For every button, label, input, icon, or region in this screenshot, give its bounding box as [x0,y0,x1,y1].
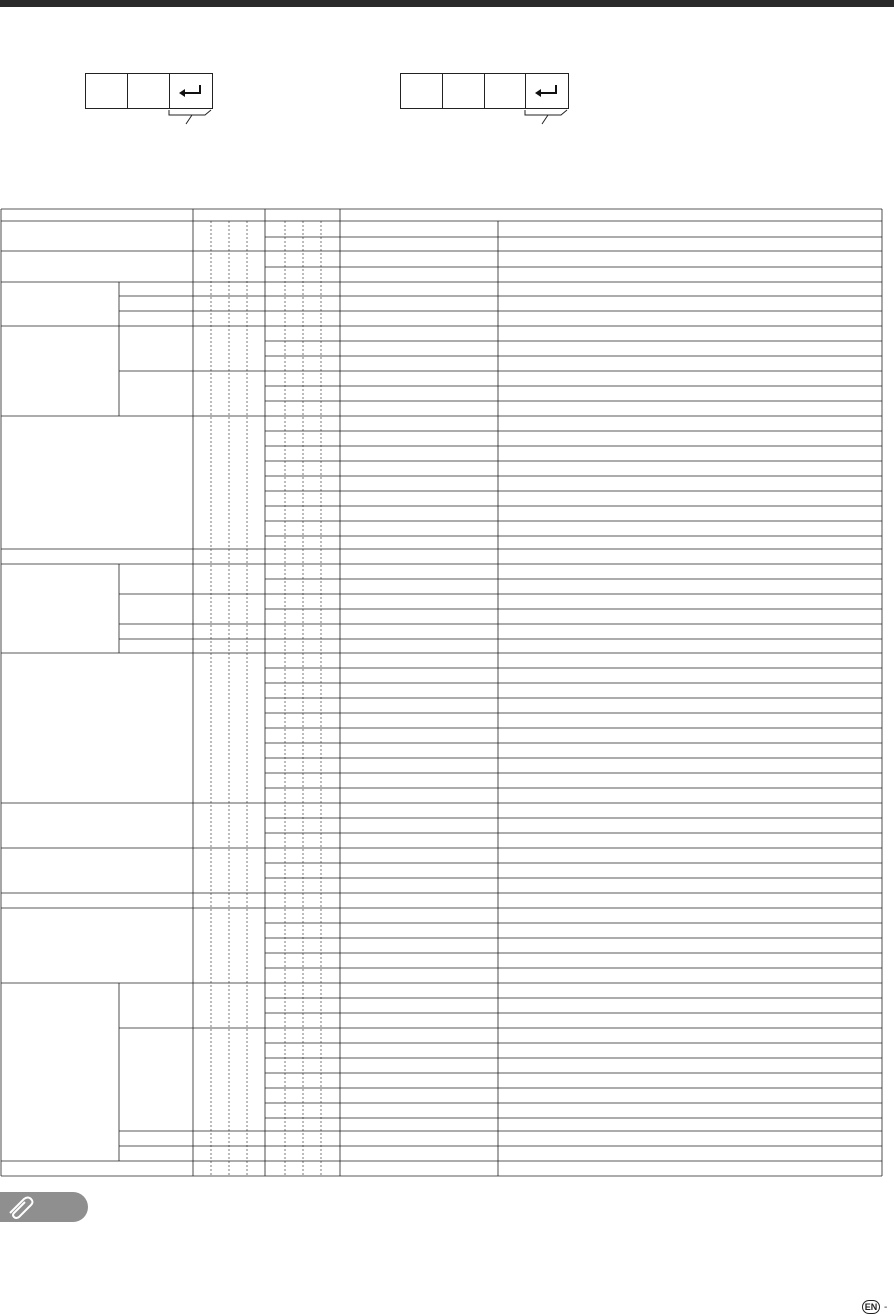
enter-field [526,74,568,108]
note-pill [0,1192,88,1222]
command-field [86,74,128,108]
page-marker: - [884,1302,888,1313]
command-field [401,74,443,108]
command-field [128,74,170,108]
enter-field [170,74,212,108]
command-format-box-long [400,73,569,109]
language-badge: EN [862,1300,880,1314]
command-format-box-short [85,73,213,109]
command-table [0,208,884,1178]
top-rule [0,0,894,7]
return-code-brace [524,109,568,125]
return-code-brace [168,109,212,125]
command-field [485,74,527,108]
pencil-note-icon [6,1195,42,1219]
enter-arrow-icon [534,84,560,98]
enter-arrow-icon [178,84,204,98]
command-field [443,74,485,108]
